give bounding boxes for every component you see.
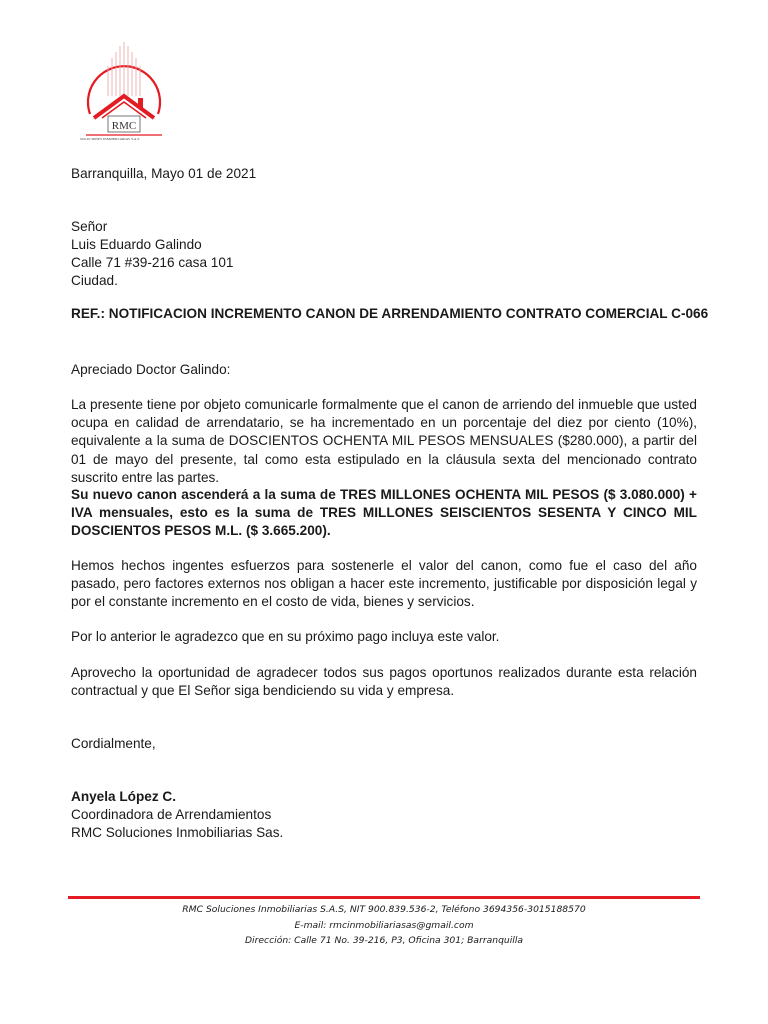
recipient-name: Luis Eduardo Galindo <box>71 237 202 252</box>
place-date: Barranquilla, Mayo 01 de 2021 <box>71 166 257 181</box>
recipient-address: Calle 71 #39-216 casa 101 <box>71 255 234 270</box>
recipient-block <box>71 218 697 290</box>
footer-email: E-mail: rmcinmobiliariasas@gmail.com <box>294 919 474 931</box>
signer-company: RMC Soluciones Inmobiliarias Sas. <box>71 825 284 840</box>
paragraph-thanks: Aprovecho la oportunidad de agradecer todos sus pagos oportunos realizados durante esta relación contractual y que El Señor siga bendiciendo su vida y empresa. <box>71 665 697 699</box>
footer-company-info: RMC Soluciones Inmobiliarias S.A.S, NIT 900.839.536-2, Teléfono 3694356-3015188570 <box>182 904 586 915</box>
logo-graphic <box>78 36 170 144</box>
signature-block <box>71 788 697 842</box>
recipient-city: Ciudad. <box>71 273 118 288</box>
recipient-title: Señor <box>71 219 108 234</box>
logo-subtitle: SOLUCIONES INMOBILIARIAS S.A.S <box>80 137 140 141</box>
footer-rule <box>68 896 700 899</box>
paragraph-new-rent: Su nuevo canon ascenderá a la suma de TRES MILLONES OCHENTA MIL PESOS ($ 3.080.000) + IVA mensuales, esto es la suma de TRES MILLONES SEISCIENTOS SESENTA Y CINCO MIL DOSCIENTOS PESOS M.L. ($ 3.665.200). <box>71 487 697 539</box>
paragraph-justification: Hemos hechos ingentes esfuerzos para sostenerle el valor del canon, como fue el caso del año pasado, pero factores externos nos obligan a hacer este incremento, justificable por disposición legal y por el constante incremento en el costo de vida, bienes y servicios. <box>71 558 697 610</box>
signer-role: Coordinadora de Arrendamientos <box>71 807 272 822</box>
footer <box>68 902 700 949</box>
closing: Cordialmente, <box>71 736 156 751</box>
paragraph-payment-request: Por lo anterior le agradezco que en su próximo pago incluya este valor. <box>71 629 500 644</box>
reference-line: REF.: NOTIFICACION INCREMENTO CANON DE ARRENDAMIENTO CONTRATO COMERCIAL C-066 <box>71 306 709 321</box>
company-logo <box>78 36 170 144</box>
footer-address: Dirección: Calle 71 No. 39-216, P3, Oficina 301; Barranquilla <box>244 935 524 946</box>
logo-brand-text: RMC <box>111 120 137 132</box>
salutation: Apreciado Doctor Galindo: <box>71 362 231 377</box>
signer-name: Anyela López C. <box>71 789 176 804</box>
paragraph-notice: La presente tiene por objeto comunicarle formalmente que el canon de arriendo del inmueble que usted ocupa en calidad de arrendatario, se ha incrementado en un porcentaje del diez por ciento (10%), equivalente a la suma de DOSCIENTOS OCHENTA MIL PESOS MENSUALES ($280.000), a partir del 01 de mayo del presente, tal como esta estipulado en la cláusula sexta del mencionado contrato suscrito entre las partes. <box>71 397 697 485</box>
